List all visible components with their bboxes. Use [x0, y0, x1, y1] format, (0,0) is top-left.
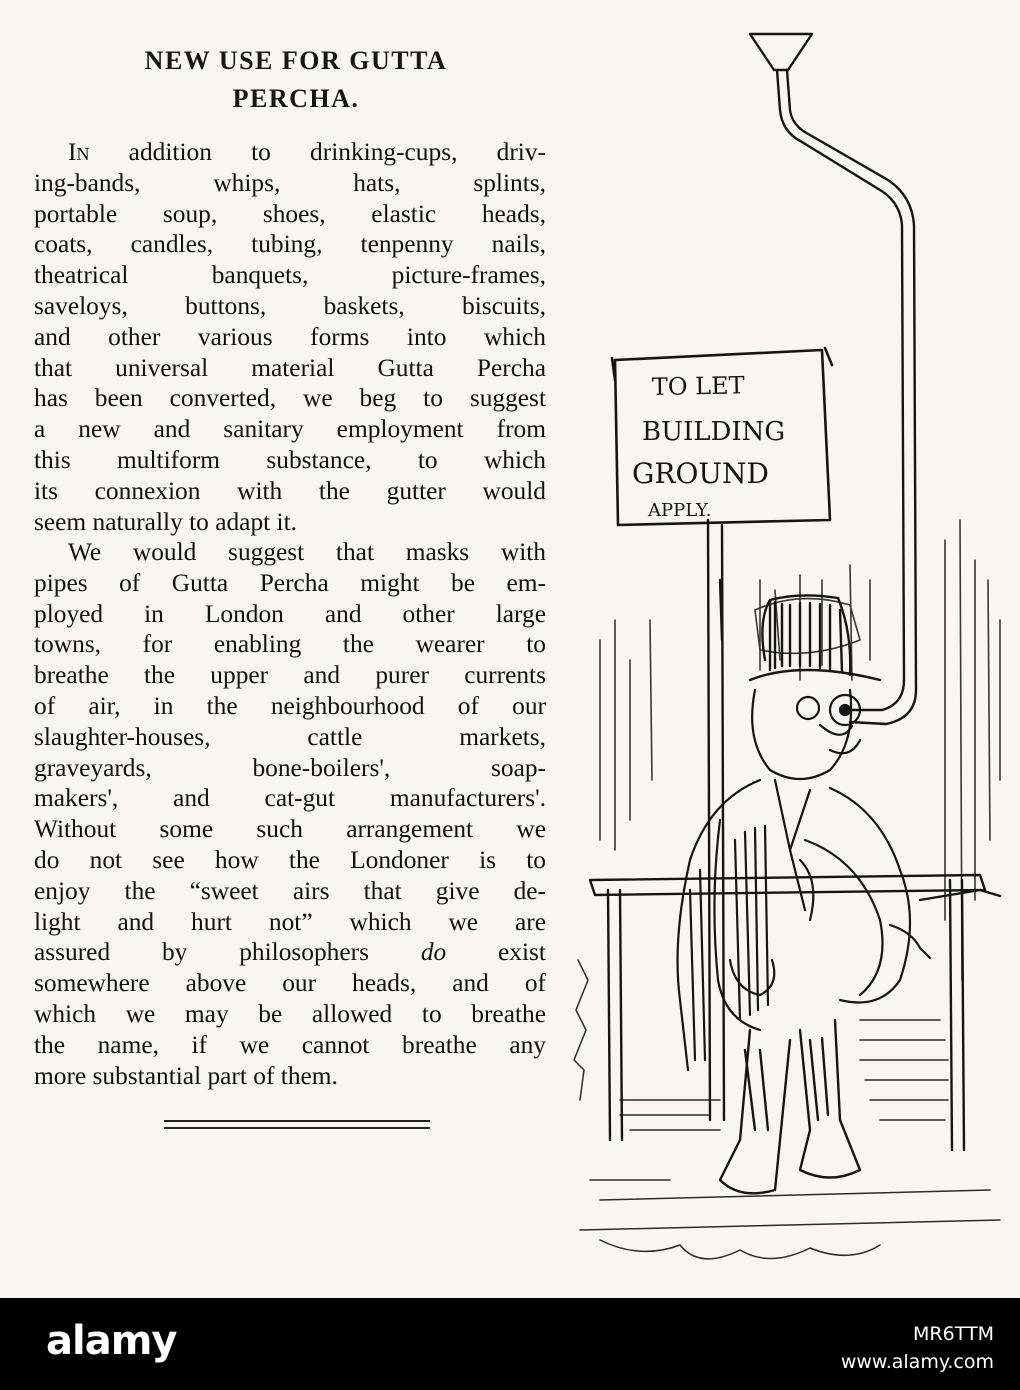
text-line: pipes of Gutta Percha might be em- — [34, 568, 546, 597]
sign-line-1: TO LET — [651, 371, 745, 401]
text-line: Without some such arrangement we — [34, 815, 546, 844]
text-line: In addition to drinking-cups, driv- — [68, 138, 546, 166]
text-line: somewhere above our heads, and of — [34, 969, 546, 998]
text-line: saveloys, buttons, baskets, biscuits, — [34, 291, 546, 320]
illustration — [560, 20, 1010, 1290]
legs — [720, 1020, 860, 1193]
fence — [590, 875, 1000, 1150]
alamy-logo: alamy — [46, 1318, 177, 1364]
text-line: light and hurt not” which we are — [34, 907, 546, 936]
text-line: enjoy the “sweet airs that give de- — [34, 876, 546, 905]
image-id: MR6TTM — [913, 1323, 994, 1345]
top-hat — [750, 595, 880, 680]
text-line: the name, if we cannot breathe any — [34, 1030, 546, 1059]
sign-line-2: BUILDING — [642, 417, 786, 447]
image-reference — [841, 1320, 994, 1376]
sign-line-3: GROUND — [632, 457, 769, 490]
paragraph-2 — [34, 537, 546, 1091]
text-line: and other various forms into which — [34, 322, 546, 351]
background-buildings — [600, 520, 1000, 980]
hands — [730, 925, 930, 995]
article-title — [36, 42, 556, 118]
text-line: seem naturally to adapt it. — [34, 507, 297, 536]
text-line: has been converted, we beg to suggest — [34, 384, 546, 413]
text-line: assured by philosophers do exist — [34, 938, 546, 967]
coat-figure — [678, 780, 910, 1070]
emphasis-do: do — [420, 938, 447, 967]
text-line: do not see how the Londoner is to — [34, 845, 546, 874]
ground-shading — [574, 960, 1000, 1259]
text-line: makers', and cat-gut manufacturers'. — [34, 784, 546, 813]
title-line-2: PERCHA. — [232, 84, 360, 113]
text-line: ployed in London and other large — [34, 599, 546, 628]
title-line-1: NEW USE FOR GUTTA — [144, 46, 448, 75]
closing-rule-top — [164, 1120, 430, 1122]
text-line: slaughter-houses, cattle markets, — [34, 722, 546, 751]
text-line: towns, for enabling the wearer to — [34, 630, 546, 659]
text-line: coats, candles, tubing, tenpenny nails, — [34, 230, 546, 259]
text-line: which we may be allowed to breathe — [34, 999, 546, 1028]
text-line: portable soup, shoes, elastic heads, — [34, 199, 546, 228]
text-line: ing-bands, whips, hats, splints, — [34, 168, 546, 197]
text-line: this multiform substance, to which — [34, 445, 546, 474]
sign-line-4: APPLY. — [648, 500, 712, 521]
drop-lead-word: In — [68, 138, 90, 166]
text-line: that universal material Gutta Percha — [34, 353, 546, 382]
text-line: of air, in the neighbourhood of our — [34, 691, 546, 720]
text-line: We would suggest that masks with — [68, 538, 546, 566]
paragraph-1 — [34, 137, 546, 537]
text-line: its connexion with the gutter would — [34, 476, 546, 505]
text-line: more substantial part of them. — [34, 1061, 338, 1090]
text-line: breathe the upper and purer currents — [34, 661, 546, 690]
text-line: graveyards, bone-boilers', soap- — [34, 753, 546, 782]
text-line: theatrical banquets, picture-frames, — [34, 261, 546, 290]
masked-face — [752, 690, 860, 779]
site-url: www.alamy.com — [840, 1351, 994, 1373]
closing-rule-bottom — [164, 1127, 430, 1129]
text-line: a new and sanitary employment from — [34, 415, 546, 444]
